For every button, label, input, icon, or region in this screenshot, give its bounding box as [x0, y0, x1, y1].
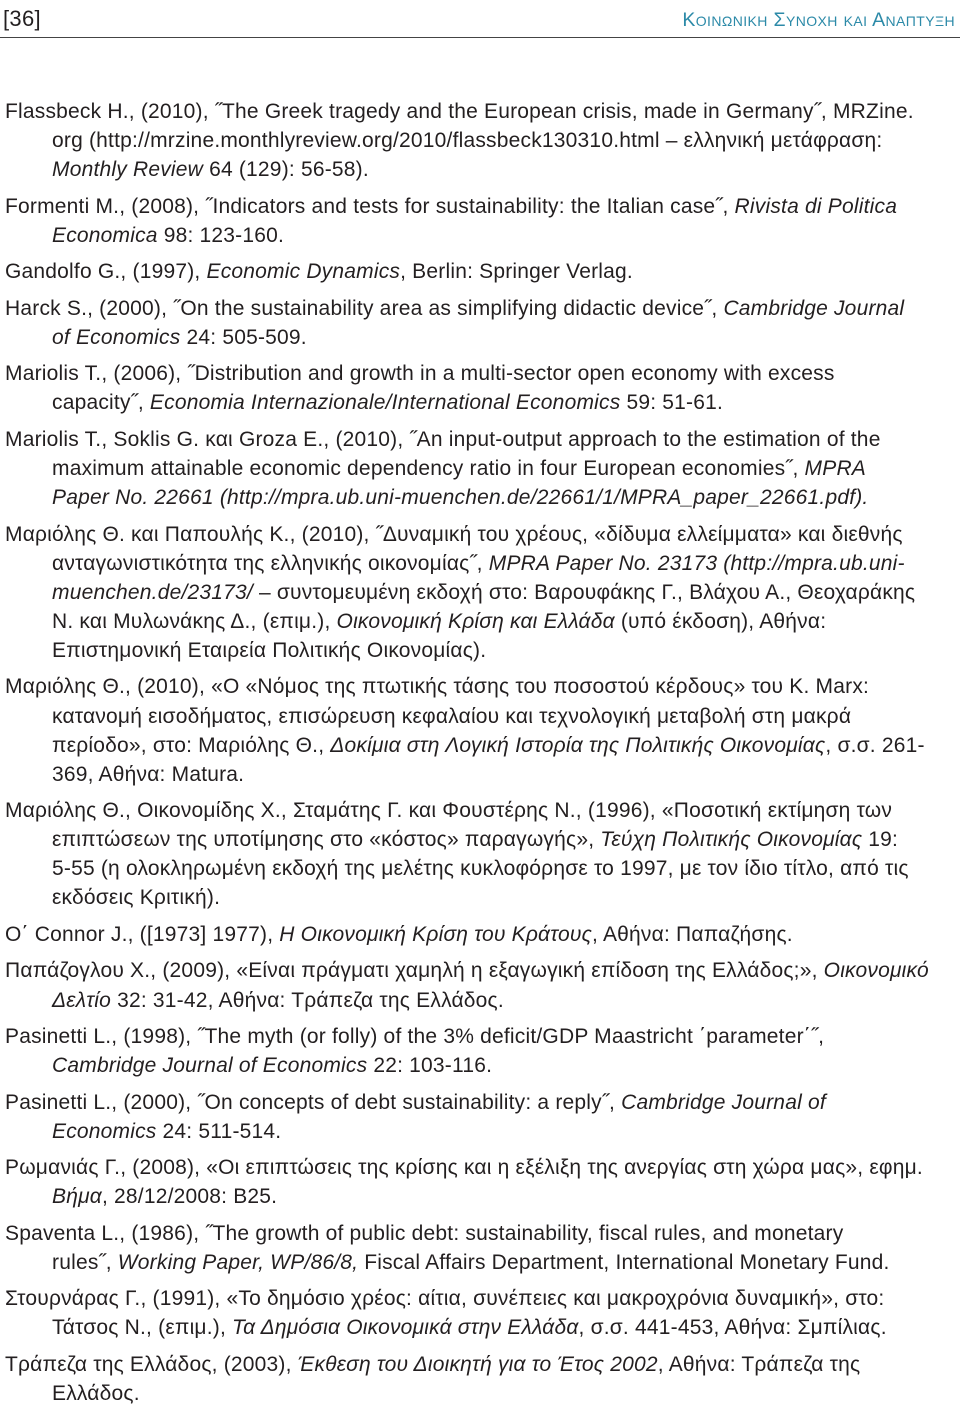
reference-text: – συντομευμένη εκδοχή στο: Βαρουφάκης Γ., Βλάχου Α., Θεοχαράκης — [252, 580, 916, 604]
reference-text: ανταγωνιστικότητα της ελληνικής οικονομίας˝, — [52, 551, 489, 575]
reference-line — [0, 883, 960, 912]
reference-text: O΄ Connor J., ([1973] 1977), — [5, 922, 280, 946]
reference-source: MPRA Paper No. 23173 (http://mpra.ub.uni- — [488, 551, 905, 575]
reference-line — [0, 1350, 960, 1379]
reference-mariolis-oikonomidis-stamatis-fousteris-1996 — [0, 796, 960, 912]
reference-source: Οικονομικό — [823, 959, 929, 983]
reference-line — [0, 1284, 960, 1313]
reference-line — [0, 520, 960, 549]
reference-source: Τα Δημόσια Οικονομικά στην Ελλάδα — [232, 1316, 579, 1340]
reference-source: Cambridge Journal of Economics — [52, 1054, 368, 1078]
reference-line — [0, 1088, 960, 1117]
reference-source: of Economics — [52, 325, 181, 349]
reference-text: , Αθήνα: Παπαζήσης. — [592, 922, 793, 946]
reference-text: 369, Αθήνα: Matura. — [52, 762, 245, 786]
reference-line — [0, 796, 960, 825]
reference-line — [0, 731, 960, 760]
reference-text: capacity˝, — [52, 391, 150, 415]
reference-line — [0, 1313, 960, 1342]
reference-line — [0, 854, 960, 883]
reference-line — [0, 702, 960, 731]
reference-text: 22: 103-116. — [367, 1054, 493, 1078]
reference-line — [0, 920, 960, 949]
reference-source: Cambridge Journal of — [621, 1090, 826, 1114]
reference-text: Spaventa L., (1986), ˝The growth of public debt: sustainability, fiscal rules, and monetary — [5, 1221, 844, 1245]
reference-stournaras-1991 — [0, 1284, 960, 1342]
reference-line — [0, 578, 960, 607]
reference-source: Τεύχη Πολιτικής Οικονομίας — [600, 828, 863, 852]
reference-source: Βήμα — [52, 1185, 102, 1209]
reference-source: Έκθεση του Διοικητή για το Έτος 2002 — [297, 1352, 658, 1376]
reference-line — [0, 1219, 960, 1248]
reference-source: Economia Internazionale/International Economics — [149, 391, 621, 415]
reference-text: Μαριόλης Θ., (2010), «Ο «Νόμος της πτωτικής τάσης του ποσοστού κέρδους» του Κ. Marx: — [5, 675, 870, 699]
reference-text: Mariolis T., (2006), ˝Distribution and growth in a multi-sector open economy with excess — [5, 362, 835, 386]
reference-text: , 28/12/2008: Β25. — [101, 1185, 278, 1209]
reference-line — [0, 760, 960, 789]
reference-text: Τράπεζα της Ελλάδος, (2003), — [5, 1352, 298, 1376]
reference-text: Παπάζογλου Χ., (2009), «Είναι πράγματι χαμηλή η εξαγωγική επίδοση της Ελλάδος;», — [5, 959, 824, 983]
reference-text: περίοδο», στο: Μαριόλης Θ., — [52, 733, 331, 757]
reference-text: , σ.σ. 261- — [825, 733, 925, 757]
reference-list — [0, 97, 960, 1415]
reference-bank-of-greece-2003 — [0, 1350, 960, 1408]
reference-line — [0, 636, 960, 665]
page-number: [36] — [3, 6, 41, 31]
reference-line — [0, 294, 960, 323]
reference-line — [0, 483, 960, 512]
reference-text: Στουρνάρας Γ., (1991), «Το δημόσιο χρέος: αίτια, συνέπειες και μακροχρόνια δυναμική», στο: — [5, 1287, 885, 1311]
reference-mariolis-papoulis-2010 — [0, 520, 960, 665]
reference-text: Μαριόλης Θ., Οικονομίδης Χ., Σταμάτης Γ. και Φουστέρης Ν., (1996), «Ποσοτική εκτίμηση των — [5, 799, 893, 823]
reference-line — [0, 1379, 960, 1408]
reference-source: Economics — [52, 1119, 157, 1143]
reference-text: εκδόσεις Κριτική). — [52, 886, 221, 910]
reference-source: Paper No. 22661 (http://mpra.ub.uni-muenchen.de/22661/1/MPRA_paper_22661.pdf). — [52, 486, 869, 510]
reference-text: org (http://mrzine.monthlyreview.org/2010/flassbeck130310.html – ελληνική μετάφραση: — [52, 129, 883, 153]
reference-source: Οικονομική Κρίση και Ελλάδα — [336, 609, 615, 633]
reference-source: Economic Dynamics — [206, 260, 401, 284]
reference-pasinetti-2000 — [0, 1088, 960, 1146]
reference-text: Ρωμανιάς Γ., (2008), «Οι επιπτώσεις της κρίσης και η εξέλιξη της ανεργίας στη χώρα μας», εφημ. — [5, 1156, 923, 1180]
header-rule — [0, 37, 960, 38]
reference-line — [0, 257, 960, 286]
reference-line — [0, 1182, 960, 1211]
reference-source: Rivista di Politica — [734, 194, 898, 218]
reference-source: Working Paper, WP/86/8, — [117, 1250, 359, 1274]
reference-text: rules˝, — [52, 1250, 118, 1274]
reference-line — [0, 1248, 960, 1277]
reference-harck-2000 — [0, 294, 960, 352]
reference-mariolis-2010 — [0, 672, 960, 788]
reference-line — [0, 956, 960, 985]
reference-text: κατανομή εισοδήματος, επισώρευση κεφαλαίου και τεχνολογική μεταβολή στη μακρά — [52, 704, 852, 728]
reference-text: Ελλάδος. — [52, 1382, 140, 1405]
reference-text: Fiscal Affairs Department, International Monetary Fund. — [358, 1250, 890, 1274]
reference-text: Pasinetti L., (1998), ˝The myth (or folly) of the 3% deficit/GDP Maastricht ΄parameter΄˝, — [5, 1025, 825, 1049]
reference-line — [0, 1051, 960, 1080]
reference-flassbeck-2010 — [0, 97, 960, 184]
reference-line — [0, 155, 960, 184]
reference-papazoglou-2009 — [0, 956, 960, 1014]
reference-text: Formenti M., (2008), ˝Indicators and tests for sustainability: the Italian case˝, — [5, 194, 735, 218]
reference-mariolis-2006 — [0, 359, 960, 417]
reference-line — [0, 986, 960, 1015]
reference-line — [0, 221, 960, 250]
reference-source: Monthly Review — [52, 158, 204, 182]
reference-text: , Berlin: Springer Verlag. — [400, 260, 633, 284]
reference-text: (υπό έκδοση), Αθήνα: — [614, 609, 827, 633]
reference-gandolfo-1997 — [0, 257, 960, 286]
reference-text: Mariolis T., Soklis G. και Groza E., (2010), ˝An input-output approach to the estimation of the — [5, 427, 881, 451]
reference-source: muenchen.de/23173/ — [52, 580, 253, 604]
reference-text: Μαριόλης Θ. και Παπουλής Κ., (2010), ˝Δυναμική του χρέους, «δίδυμα ελλείμματα» και διεθνής — [5, 522, 903, 546]
reference-line — [0, 1022, 960, 1051]
reference-oconnor-1977 — [0, 920, 960, 949]
reference-line — [0, 549, 960, 578]
reference-text: 64 (129): 56-58). — [203, 158, 369, 182]
reference-text: 32: 31-42, Αθήνα: Τράπεζα της Ελλάδος. — [111, 988, 504, 1012]
reference-text: , σ.σ. 441-453, Αθήνα: Σμπίλιας. — [578, 1316, 887, 1340]
reference-line — [0, 388, 960, 417]
reference-romanias-2008 — [0, 1153, 960, 1211]
reference-text: 19: — [862, 828, 899, 852]
reference-source: Economica — [52, 223, 158, 247]
reference-text: Flassbeck H., (2010), ˝The Greek tragedy and the European crisis, made in Germany˝, MRZine. — [5, 100, 914, 123]
reference-text: Harck S., (2000), ˝On the sustainability area as simplifying didactic device˝, — [5, 296, 724, 320]
reference-source: Δελτίο — [52, 988, 112, 1012]
reference-line — [0, 454, 960, 483]
reference-text: Επιστημονική Εταιρεία Πολιτικής Οικονομίας). — [52, 638, 487, 662]
reference-text: Gandolfo G., (1997), — [5, 260, 207, 284]
reference-line — [0, 192, 960, 221]
reference-text: επιπτώσεων της υποτίμησης στο «κόστος» παραγωγής», — [52, 828, 601, 852]
reference-source: Η Οικονομική Κρίση του Κράτους — [279, 922, 593, 946]
reference-line — [0, 425, 960, 454]
reference-line — [0, 359, 960, 388]
reference-text: 59: 51-61. — [620, 391, 724, 415]
reference-text: 24: 505-509. — [180, 325, 307, 349]
reference-text: maximum attainable economic dependency ratio in four European economies˝, — [52, 456, 805, 480]
reference-source: Cambridge Journal — [723, 296, 905, 320]
reference-line — [0, 672, 960, 701]
reference-text: Τάτσος Ν., (επιμ.), — [52, 1316, 233, 1340]
reference-text: , Αθήνα: Τράπεζα της — [657, 1352, 861, 1376]
reference-line — [0, 1117, 960, 1146]
reference-source: Δοκίμια στη Λογική Ιστορία της Πολιτικής Οικονομίας — [330, 733, 826, 757]
reference-source: MPRA — [804, 456, 867, 480]
reference-text: 24: 511-514. — [156, 1119, 282, 1143]
reference-line — [0, 97, 960, 126]
reference-line — [0, 1153, 960, 1182]
reference-formenti-2008 — [0, 192, 960, 250]
reference-text: Pasinetti L., (2000), ˝On concepts of debt sustainability: a reply˝, — [5, 1090, 622, 1114]
reference-text: 98: 123-160. — [157, 223, 285, 247]
reference-line — [0, 607, 960, 636]
reference-line — [0, 825, 960, 854]
reference-mariolis-soklis-groza-2010 — [0, 425, 960, 512]
reference-text: 5-55 (η ολοκληρωμένη εκδοχή της μελέτης κυκλοφόρησε το 1997, με τον ίδιο τίτλο, από τις — [52, 857, 909, 881]
reference-spaventa-1986 — [0, 1219, 960, 1277]
reference-line — [0, 126, 960, 155]
running-title: Κοινωνικη Συνοχη και Αναπτυξη — [682, 9, 955, 31]
reference-pasinetti-1998 — [0, 1022, 960, 1080]
reference-text: Ν. και Μυλωνάκης Δ., (επιμ.), — [52, 609, 337, 633]
reference-line — [0, 323, 960, 352]
